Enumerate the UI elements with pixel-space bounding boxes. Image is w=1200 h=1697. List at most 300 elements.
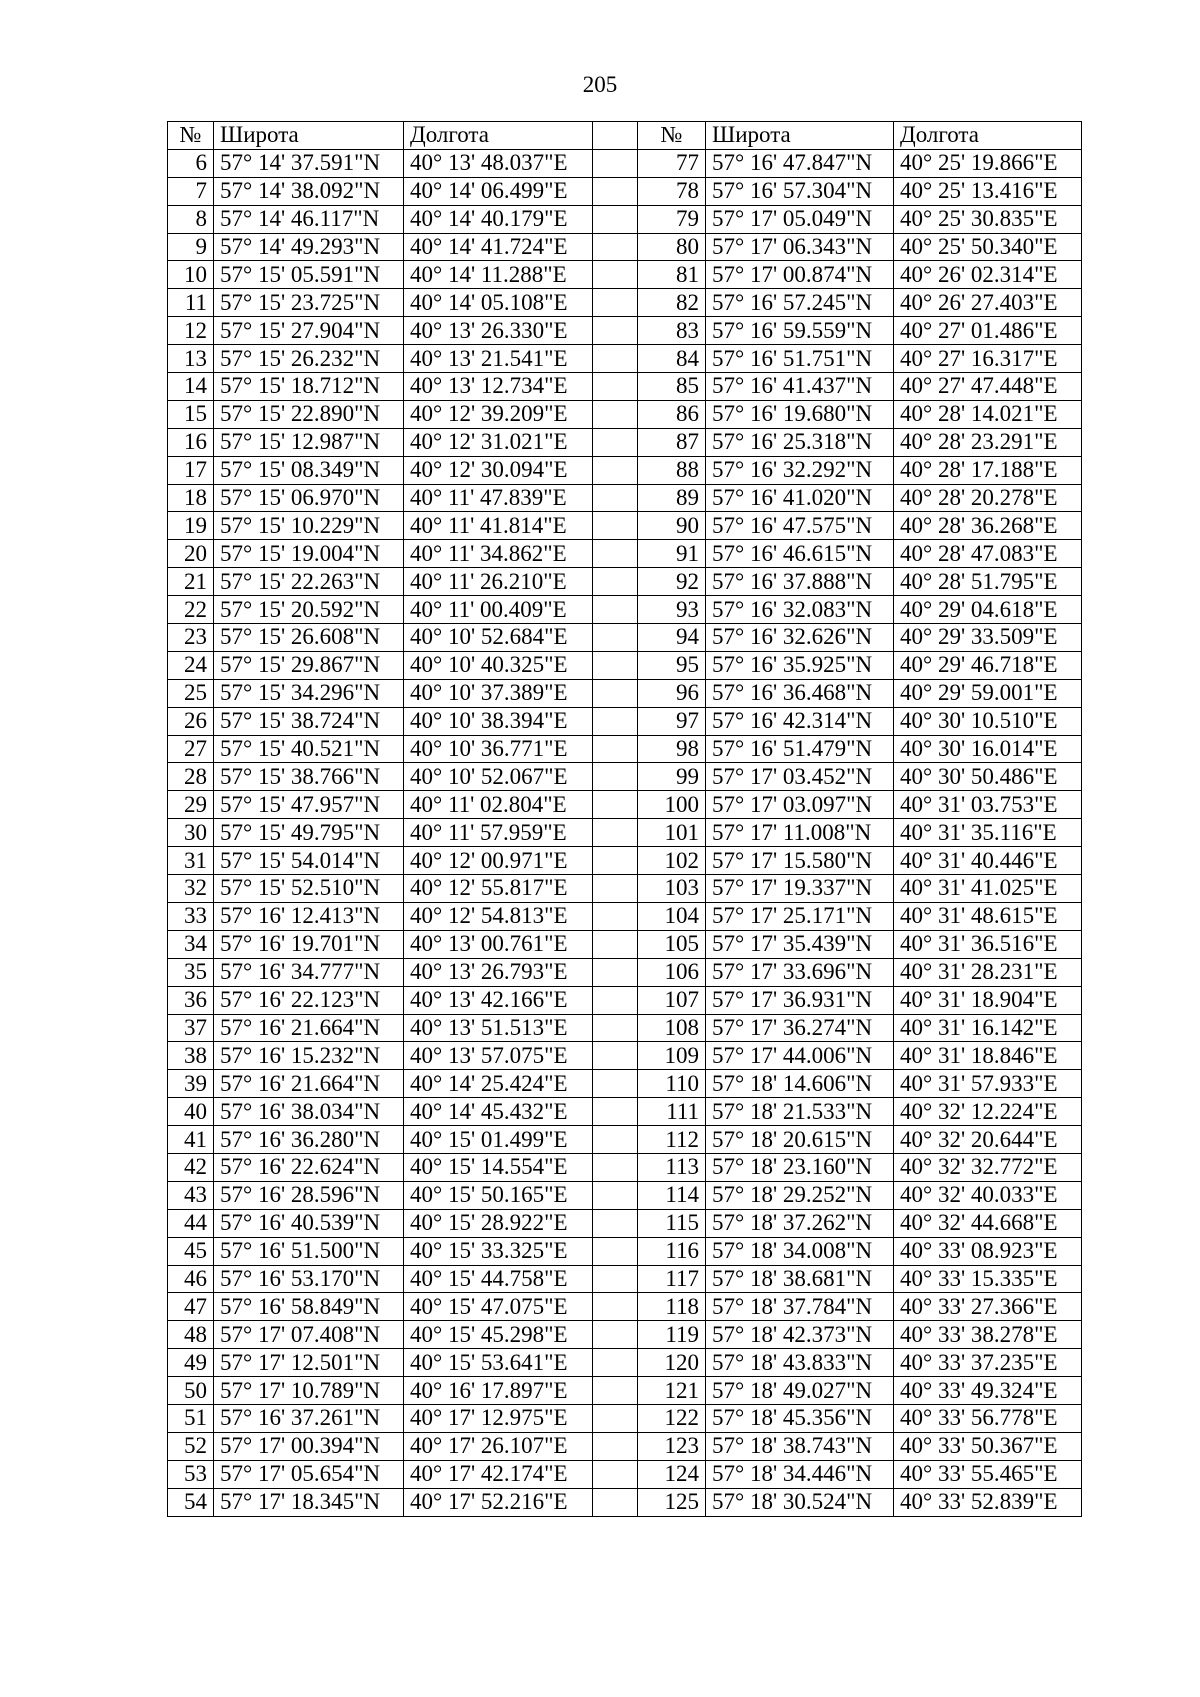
separator-cell [593,289,638,317]
table-row [168,679,1082,707]
longitude-right: 40° 32' 44.668"E [894,1209,1082,1237]
separator-cell [593,122,638,150]
point-number-left: 13 [168,345,214,373]
point-number-left: 27 [168,735,214,763]
latitude-left: 57° 15' 38.724"N [214,707,404,735]
table-row [168,1042,1082,1070]
point-number-left: 12 [168,317,214,345]
latitude-right: 57° 16' 41.020"N [706,484,894,512]
longitude-right: 40° 30' 10.510"E [894,707,1082,735]
table-row [168,540,1082,568]
longitude-right: 40° 32' 12.224"E [894,1098,1082,1126]
point-number-left: 45 [168,1237,214,1265]
point-number-right: 110 [638,1070,706,1098]
latitude-right: 57° 16' 25.318"N [706,428,894,456]
separator-cell [593,540,638,568]
longitude-right: 40° 33' 15.335"E [894,1265,1082,1293]
separator-cell [593,317,638,345]
separator-cell [593,233,638,261]
header-latitude-left: Широта [214,122,404,150]
point-number-left: 6 [168,149,214,177]
longitude-right: 40° 27' 16.317"E [894,345,1082,373]
latitude-right: 57° 18' 30.524"N [706,1488,894,1516]
longitude-left: 40° 13' 12.734"E [404,373,593,401]
latitude-left: 57° 15' 40.521"N [214,735,404,763]
separator-cell [593,1042,638,1070]
table-row [168,512,1082,540]
longitude-left: 40° 15' 53.641"E [404,1349,593,1377]
point-number-left: 34 [168,930,214,958]
latitude-right: 57° 18' 34.446"N [706,1460,894,1488]
latitude-left: 57° 17' 10.789"N [214,1377,404,1405]
longitude-right: 40° 33' 37.235"E [894,1349,1082,1377]
point-number-left: 49 [168,1349,214,1377]
longitude-right: 40° 25' 30.835"E [894,205,1082,233]
longitude-right: 40° 28' 23.291"E [894,428,1082,456]
point-number-right: 106 [638,958,706,986]
table-row [168,456,1082,484]
separator-cell [593,763,638,791]
latitude-left: 57° 15' 05.591"N [214,261,404,289]
longitude-right: 40° 31' 48.615"E [894,902,1082,930]
separator-cell [593,1209,638,1237]
latitude-right: 57° 18' 37.262"N [706,1209,894,1237]
longitude-right: 40° 27' 47.448"E [894,373,1082,401]
latitude-right: 57° 17' 03.097"N [706,791,894,819]
longitude-left: 40° 10' 36.771"E [404,735,593,763]
separator-cell [593,624,638,652]
point-number-left: 11 [168,289,214,317]
table-row [168,1432,1082,1460]
header-number-left: № [168,122,214,150]
table-header-row [168,122,1082,150]
latitude-right: 57° 17' 19.337"N [706,875,894,903]
latitude-left: 57° 14' 37.591"N [214,149,404,177]
latitude-right: 57° 18' 43.833"N [706,1349,894,1377]
longitude-right: 40° 26' 02.314"E [894,261,1082,289]
point-number-right: 95 [638,651,706,679]
latitude-right: 57° 18' 20.615"N [706,1126,894,1154]
longitude-right: 40° 32' 20.644"E [894,1126,1082,1154]
point-number-left: 43 [168,1181,214,1209]
point-number-right: 94 [638,624,706,652]
latitude-left: 57° 15' 27.904"N [214,317,404,345]
point-number-left: 22 [168,596,214,624]
longitude-right: 40° 33' 38.278"E [894,1321,1082,1349]
separator-cell [593,456,638,484]
table-row [168,791,1082,819]
table-row [168,1070,1082,1098]
point-number-left: 36 [168,986,214,1014]
point-number-left: 33 [168,902,214,930]
longitude-left: 40° 13' 26.330"E [404,317,593,345]
latitude-right: 57° 16' 47.575"N [706,512,894,540]
table-row [168,1488,1082,1516]
latitude-right: 57° 18' 38.681"N [706,1265,894,1293]
longitude-right: 40° 33' 55.465"E [894,1460,1082,1488]
point-number-left: 18 [168,484,214,512]
latitude-left: 57° 16' 51.500"N [214,1237,404,1265]
latitude-right: 57° 16' 46.615"N [706,540,894,568]
separator-cell [593,679,638,707]
longitude-right: 40° 32' 32.772"E [894,1153,1082,1181]
table-row [168,1153,1082,1181]
separator-cell [593,1265,638,1293]
separator-cell [593,819,638,847]
longitude-left: 40° 16' 17.897"E [404,1377,593,1405]
point-number-right: 103 [638,875,706,903]
longitude-left: 40° 12' 30.094"E [404,456,593,484]
point-number-right: 124 [638,1460,706,1488]
latitude-left: 57° 16' 40.539"N [214,1209,404,1237]
separator-cell [593,902,638,930]
point-number-right: 88 [638,456,706,484]
table-row [168,1460,1082,1488]
longitude-left: 40° 12' 00.971"E [404,847,593,875]
point-number-left: 42 [168,1153,214,1181]
longitude-left: 40° 17' 26.107"E [404,1432,593,1460]
latitude-right: 57° 16' 57.304"N [706,177,894,205]
table-row [168,1014,1082,1042]
longitude-left: 40° 15' 44.758"E [404,1265,593,1293]
latitude-right: 57° 16' 37.888"N [706,568,894,596]
point-number-left: 10 [168,261,214,289]
longitude-left: 40° 14' 41.724"E [404,233,593,261]
longitude-left: 40° 15' 28.922"E [404,1209,593,1237]
latitude-left: 57° 15' 47.957"N [214,791,404,819]
point-number-left: 31 [168,847,214,875]
header-latitude-right: Широта [706,122,894,150]
latitude-left: 57° 15' 49.795"N [214,819,404,847]
longitude-left: 40° 11' 41.814"E [404,512,593,540]
point-number-right: 125 [638,1488,706,1516]
table-row [168,568,1082,596]
table-row [168,1265,1082,1293]
point-number-right: 85 [638,373,706,401]
point-number-left: 23 [168,624,214,652]
table-row [168,624,1082,652]
latitude-right: 57° 17' 11.008"N [706,819,894,847]
longitude-right: 40° 31' 16.142"E [894,1014,1082,1042]
point-number-right: 97 [638,707,706,735]
separator-cell [593,986,638,1014]
longitude-left: 40° 14' 40.179"E [404,205,593,233]
latitude-left: 57° 16' 12.413"N [214,902,404,930]
table-row [168,651,1082,679]
longitude-right: 40° 29' 04.618"E [894,596,1082,624]
longitude-left: 40° 14' 45.432"E [404,1098,593,1126]
point-number-right: 115 [638,1209,706,1237]
table-row [168,1237,1082,1265]
point-number-right: 92 [638,568,706,596]
table-row [168,177,1082,205]
point-number-left: 29 [168,791,214,819]
longitude-right: 40° 32' 40.033"E [894,1181,1082,1209]
point-number-right: 109 [638,1042,706,1070]
latitude-right: 57° 17' 05.049"N [706,205,894,233]
latitude-right: 57° 16' 32.292"N [706,456,894,484]
point-number-left: 7 [168,177,214,205]
latitude-left: 57° 16' 36.280"N [214,1126,404,1154]
table-row [168,958,1082,986]
table-row [168,233,1082,261]
table-row [168,149,1082,177]
longitude-right: 40° 31' 40.446"E [894,847,1082,875]
table-row [168,875,1082,903]
table-row [168,763,1082,791]
latitude-right: 57° 16' 32.083"N [706,596,894,624]
point-number-right: 81 [638,261,706,289]
point-number-left: 50 [168,1377,214,1405]
separator-cell [593,1181,638,1209]
latitude-left: 57° 15' 18.712"N [214,373,404,401]
point-number-left: 51 [168,1404,214,1432]
latitude-left: 57° 16' 22.624"N [214,1153,404,1181]
latitude-left: 57° 15' 26.232"N [214,345,404,373]
separator-cell [593,1237,638,1265]
point-number-right: 102 [638,847,706,875]
point-number-left: 48 [168,1321,214,1349]
table-row [168,289,1082,317]
latitude-right: 57° 17' 25.171"N [706,902,894,930]
longitude-left: 40° 13' 42.166"E [404,986,593,1014]
separator-cell [593,651,638,679]
point-number-right: 122 [638,1404,706,1432]
table-row [168,428,1082,456]
longitude-left: 40° 10' 38.394"E [404,707,593,735]
longitude-left: 40° 11' 57.959"E [404,819,593,847]
page-number: 205 [582,72,618,97]
point-number-left: 54 [168,1488,214,1516]
latitude-left: 57° 15' 20.592"N [214,596,404,624]
point-number-right: 90 [638,512,706,540]
latitude-right: 57° 16' 42.314"N [706,707,894,735]
latitude-right: 57° 16' 51.751"N [706,345,894,373]
latitude-left: 57° 16' 15.232"N [214,1042,404,1070]
separator-cell [593,484,638,512]
header-number-right: № [638,122,706,150]
separator-cell [593,400,638,428]
separator-cell [593,177,638,205]
point-number-right: 84 [638,345,706,373]
table-row [168,930,1082,958]
table-row [168,707,1082,735]
latitude-left: 57° 15' 06.970"N [214,484,404,512]
point-number-right: 121 [638,1377,706,1405]
table-row [168,484,1082,512]
longitude-right: 40° 33' 27.366"E [894,1293,1082,1321]
latitude-left: 57° 15' 19.004"N [214,540,404,568]
separator-cell [593,1014,638,1042]
table-row [168,986,1082,1014]
point-number-left: 8 [168,205,214,233]
point-number-right: 96 [638,679,706,707]
point-number-left: 25 [168,679,214,707]
separator-cell [593,149,638,177]
longitude-right: 40° 29' 59.001"E [894,679,1082,707]
separator-cell [593,568,638,596]
separator-cell [593,1126,638,1154]
table-row [168,1377,1082,1405]
point-number-left: 40 [168,1098,214,1126]
latitude-left: 57° 17' 07.408"N [214,1321,404,1349]
separator-cell [593,791,638,819]
longitude-left: 40° 10' 40.325"E [404,651,593,679]
latitude-right: 57° 17' 06.343"N [706,233,894,261]
longitude-right: 40° 33' 49.324"E [894,1377,1082,1405]
point-number-right: 98 [638,735,706,763]
longitude-right: 40° 31' 28.231"E [894,958,1082,986]
longitude-left: 40° 10' 52.067"E [404,763,593,791]
point-number-left: 32 [168,875,214,903]
table-row [168,205,1082,233]
latitude-right: 57° 16' 19.680"N [706,400,894,428]
latitude-left: 57° 15' 38.766"N [214,763,404,791]
table-row [168,1321,1082,1349]
longitude-right: 40° 31' 18.904"E [894,986,1082,1014]
latitude-right: 57° 16' 47.847"N [706,149,894,177]
point-number-right: 111 [638,1098,706,1126]
separator-cell [593,707,638,735]
point-number-right: 80 [638,233,706,261]
point-number-right: 105 [638,930,706,958]
latitude-right: 57° 18' 42.373"N [706,1321,894,1349]
latitude-left: 57° 15' 29.867"N [214,651,404,679]
point-number-left: 39 [168,1070,214,1098]
latitude-right: 57° 17' 36.274"N [706,1014,894,1042]
coordinates-table [167,121,1082,1517]
latitude-left: 57° 16' 53.170"N [214,1265,404,1293]
separator-cell [593,1349,638,1377]
longitude-left: 40° 13' 51.513"E [404,1014,593,1042]
point-number-right: 93 [638,596,706,624]
separator-cell [593,1098,638,1126]
latitude-right: 57° 17' 35.439"N [706,930,894,958]
table-row [168,261,1082,289]
longitude-right: 40° 33' 56.778"E [894,1404,1082,1432]
latitude-right: 57° 17' 03.452"N [706,763,894,791]
latitude-right: 57° 18' 21.533"N [706,1098,894,1126]
longitude-right: 40° 28' 36.268"E [894,512,1082,540]
latitude-right: 57° 16' 59.559"N [706,317,894,345]
longitude-left: 40° 12' 31.021"E [404,428,593,456]
point-number-right: 77 [638,149,706,177]
point-number-right: 87 [638,428,706,456]
longitude-left: 40° 12' 39.209"E [404,400,593,428]
separator-cell [593,735,638,763]
longitude-left: 40° 15' 47.075"E [404,1293,593,1321]
separator-cell [593,428,638,456]
latitude-left: 57° 16' 19.701"N [214,930,404,958]
longitude-right: 40° 28' 20.278"E [894,484,1082,512]
point-number-right: 78 [638,177,706,205]
latitude-left: 57° 15' 10.229"N [214,512,404,540]
longitude-left: 40° 13' 21.541"E [404,345,593,373]
longitude-right: 40° 29' 46.718"E [894,651,1082,679]
table-row [168,1126,1082,1154]
longitude-left: 40° 14' 25.424"E [404,1070,593,1098]
longitude-left: 40° 11' 02.804"E [404,791,593,819]
separator-cell [593,1404,638,1432]
point-number-left: 38 [168,1042,214,1070]
latitude-left: 57° 15' 52.510"N [214,875,404,903]
point-number-left: 46 [168,1265,214,1293]
point-number-left: 14 [168,373,214,401]
point-number-left: 44 [168,1209,214,1237]
latitude-left: 57° 15' 54.014"N [214,847,404,875]
longitude-left: 40° 13' 48.037"E [404,149,593,177]
longitude-right: 40° 28' 17.188"E [894,456,1082,484]
point-number-left: 16 [168,428,214,456]
latitude-right: 57° 16' 57.245"N [706,289,894,317]
latitude-right: 57° 17' 00.874"N [706,261,894,289]
separator-cell [593,345,638,373]
latitude-right: 57° 16' 36.468"N [706,679,894,707]
point-number-left: 30 [168,819,214,847]
separator-cell [593,958,638,986]
latitude-left: 57° 16' 22.123"N [214,986,404,1014]
point-number-left: 26 [168,707,214,735]
point-number-left: 15 [168,400,214,428]
latitude-left: 57° 14' 46.117"N [214,205,404,233]
longitude-left: 40° 17' 12.975"E [404,1404,593,1432]
point-number-right: 112 [638,1126,706,1154]
separator-cell [593,1293,638,1321]
longitude-left: 40° 10' 37.389"E [404,679,593,707]
latitude-right: 57° 17' 44.006"N [706,1042,894,1070]
longitude-left: 40° 11' 34.862"E [404,540,593,568]
point-number-right: 82 [638,289,706,317]
table-row [168,317,1082,345]
longitude-left: 40° 11' 47.839"E [404,484,593,512]
separator-cell [593,512,638,540]
separator-cell [593,1153,638,1181]
longitude-left: 40° 11' 26.210"E [404,568,593,596]
longitude-left: 40° 14' 06.499"E [404,177,593,205]
point-number-left: 41 [168,1126,214,1154]
longitude-right: 40° 31' 35.116"E [894,819,1082,847]
table-row [168,596,1082,624]
point-number-right: 117 [638,1265,706,1293]
longitude-right: 40° 33' 08.923"E [894,1237,1082,1265]
longitude-left: 40° 12' 54.813"E [404,902,593,930]
longitude-right: 40° 33' 52.839"E [894,1488,1082,1516]
longitude-left: 40° 15' 01.499"E [404,1126,593,1154]
latitude-left: 57° 16' 21.664"N [214,1014,404,1042]
latitude-right: 57° 18' 49.027"N [706,1377,894,1405]
longitude-right: 40° 31' 18.846"E [894,1042,1082,1070]
longitude-left: 40° 13' 57.075"E [404,1042,593,1070]
longitude-left: 40° 15' 45.298"E [404,1321,593,1349]
header-longitude-left: Долгота [404,122,593,150]
separator-cell [593,847,638,875]
longitude-right: 40° 31' 03.753"E [894,791,1082,819]
latitude-right: 57° 18' 38.743"N [706,1432,894,1460]
table-row [168,345,1082,373]
latitude-right: 57° 18' 14.606"N [706,1070,894,1098]
point-number-right: 119 [638,1321,706,1349]
point-number-left: 19 [168,512,214,540]
point-number-right: 86 [638,400,706,428]
latitude-right: 57° 18' 45.356"N [706,1404,894,1432]
longitude-right: 40° 31' 57.933"E [894,1070,1082,1098]
point-number-right: 108 [638,1014,706,1042]
table-row [168,902,1082,930]
longitude-right: 40° 30' 50.486"E [894,763,1082,791]
separator-cell [593,1321,638,1349]
latitude-left: 57° 15' 22.263"N [214,568,404,596]
point-number-right: 101 [638,819,706,847]
